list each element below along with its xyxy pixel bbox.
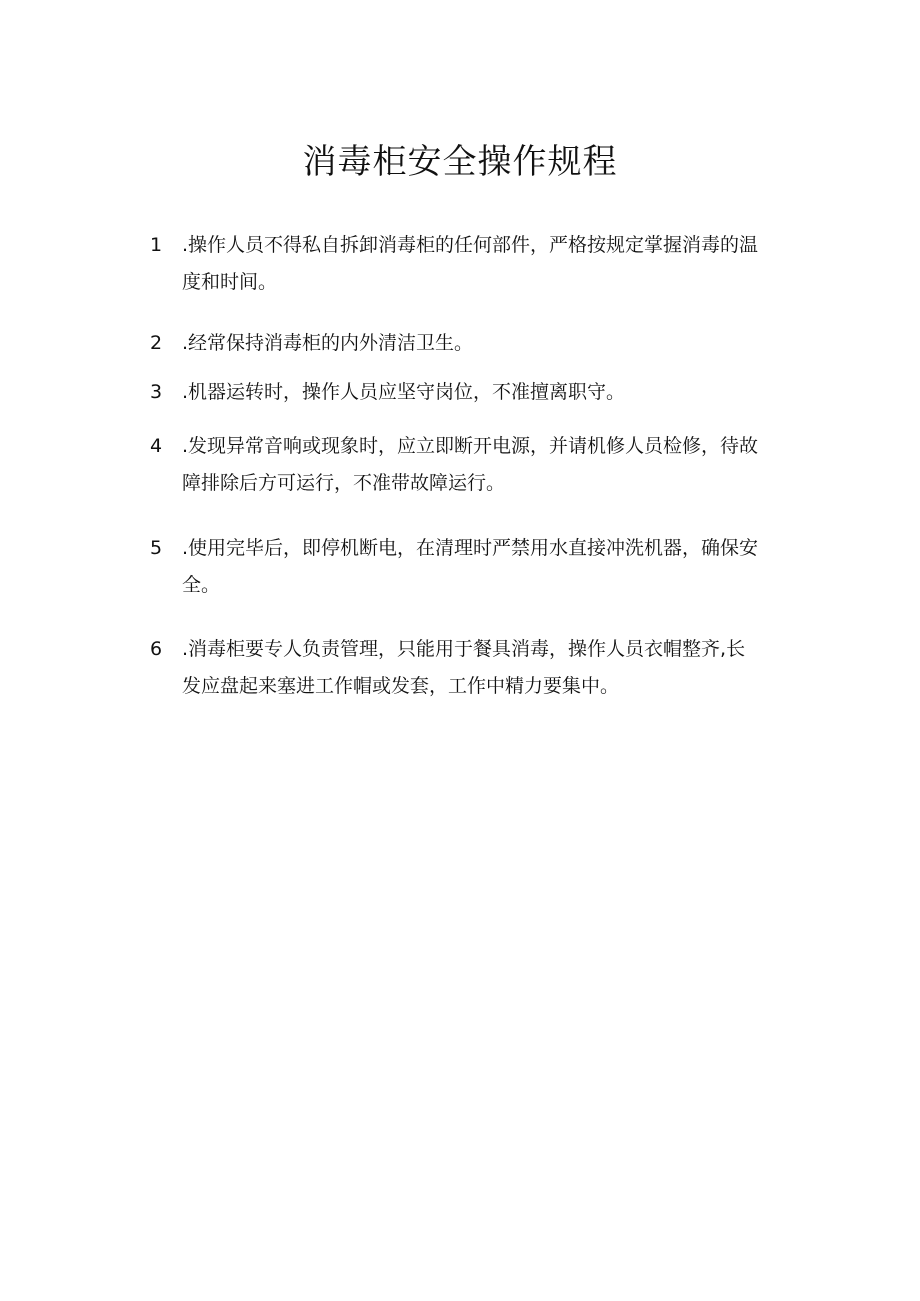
- item-text: .发现异常音响或现象时，应立即断开电源，并请机修人员检修，待故 障排除后方可运行，不准带故障运行。: [182, 435, 759, 494]
- item-number: 4: [150, 435, 163, 457]
- item-number: 5: [150, 537, 163, 559]
- list-item-3: [150, 374, 840, 411]
- item-number: 3: [150, 381, 163, 403]
- list-item-5: [150, 530, 840, 604]
- item-text: .经常保持消毒柜的内外清洁卫生。: [182, 332, 474, 354]
- item-number: 6: [150, 638, 163, 660]
- item-text: .使用完毕后，即停机断电，在清理时严禁用水直接冲洗机器，确保安 全。: [182, 537, 759, 596]
- item-number: 2: [150, 332, 163, 354]
- list-item-6: [150, 631, 840, 705]
- item-text: .机器运转时，操作人员应坚守岗位，不准擅离职守。: [182, 381, 626, 403]
- list-item-4: [150, 428, 840, 502]
- item-text: .消毒柜要专人负责管理，只能用于餐具消毒，操作人员衣帽整齐,长 发应盘起来塞进工作帽或发套，工作中精力要集中。: [182, 638, 746, 697]
- item-text: .操作人员不得私自拆卸消毒柜的任何部件，严格按规定掌握消毒的温 度和时间。: [182, 234, 759, 293]
- item-number: 1: [150, 234, 163, 256]
- list-item-1: [150, 227, 840, 301]
- page-title: 消毒柜安全操作规程: [302, 142, 618, 182]
- list-item-2: [150, 325, 840, 362]
